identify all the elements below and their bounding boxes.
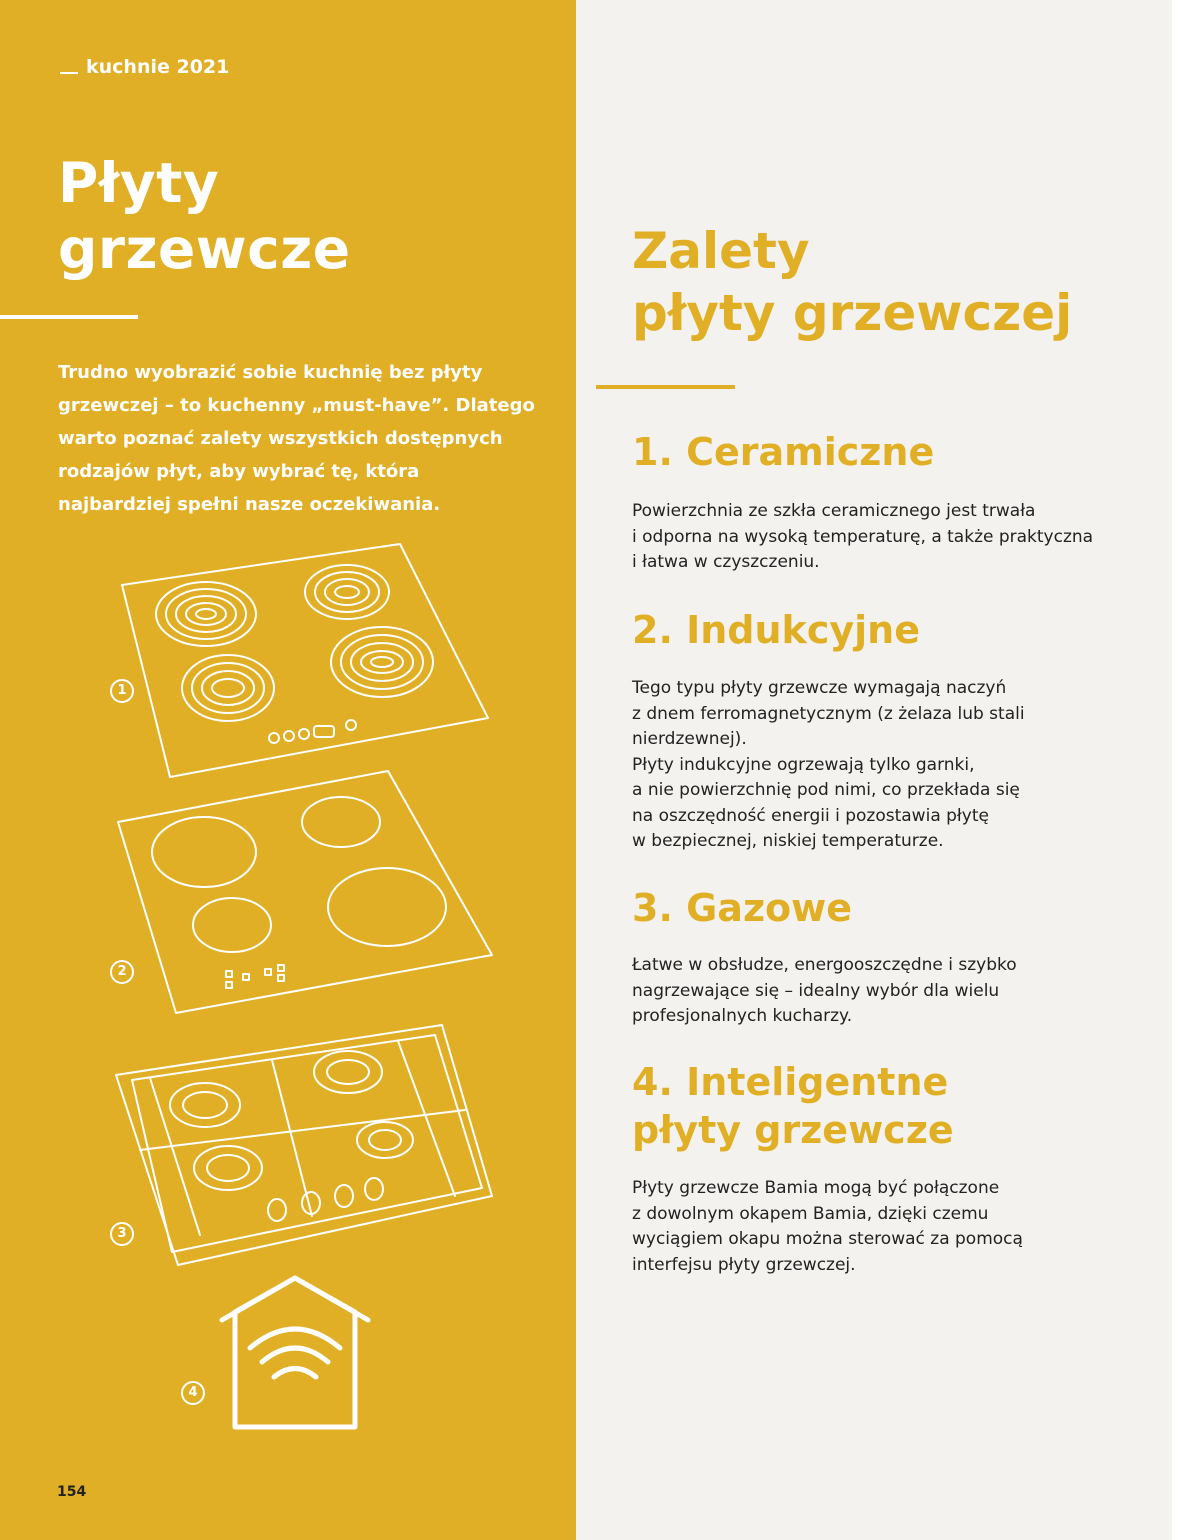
- left-title-line: Płyty: [58, 151, 220, 215]
- left-title-line: grzewcze: [58, 217, 351, 281]
- feature-body-line: i odporna na wysoką temperaturę, a także praktyczna: [632, 526, 1094, 547]
- feature-heading-gas: [632, 884, 852, 932]
- feature-body-line: profesjonalnych kucharzy.: [632, 1006, 853, 1026]
- feature-body-line: interfejsu płyty grzewczej.: [632, 1254, 856, 1275]
- illustration-number: 4: [181, 1381, 205, 1405]
- feature-body-line: nierdzewnej).: [632, 729, 747, 749]
- feature-heading-line: 3. Gazowe: [632, 886, 853, 930]
- right-rule: [596, 385, 735, 389]
- illustration-number: 2: [110, 960, 134, 984]
- feature-heading-line: 4. Inteligentne: [632, 1060, 949, 1104]
- feature-body-line: Powierzchnia ze szkła ceramicznego jest trwała: [632, 501, 1036, 521]
- feature-heading-ceramic: [632, 428, 934, 476]
- feature-body-line: z dnem ferromagnetycznym (z żelaza lub stali: [632, 703, 1025, 724]
- feature-body-line: Łatwe w obsłudze, energooszczędne i szybko: [632, 955, 1017, 975]
- feature-body-induction: [632, 676, 1132, 855]
- feature-heading-line: 1. Ceramiczne: [632, 430, 935, 474]
- feature-heading-smart: [632, 1058, 954, 1154]
- induction-hob-icon: [118, 771, 492, 1013]
- feature-body-line: z dowolnym okapem Bamia, dzięki czemu: [632, 1203, 989, 1224]
- feature-body-line: Tego typu płyty grzewcze wymagają naczyń: [632, 678, 1007, 698]
- illustration-number: 1: [110, 679, 134, 703]
- right-title: [632, 220, 1072, 344]
- right-title-line: Zalety: [632, 222, 810, 280]
- illustration-number: 3: [110, 1222, 134, 1246]
- feature-body-line: i łatwa w czyszczeniu.: [632, 552, 820, 572]
- feature-body-line: w bezpiecznej, niskiej temperaturze.: [632, 831, 944, 851]
- smart-home-wifi-icon: [222, 1278, 368, 1427]
- intro-text: Trudno wyobrazić sobie kuchnię bez płyty grzewczej – to kuchenny „must-have”. Dlatego warto poznać zalety wszystkich dostępnych rodzajów płyt, aby wybrać tę, która najbardziej spełni nasze oczekiwania.: [58, 362, 535, 515]
- right-title-line: płyty grzewczej: [632, 284, 1073, 342]
- feature-heading-induction: [632, 606, 920, 654]
- feature-heading-line: płyty grzewcze: [632, 1108, 954, 1152]
- page-number: 154: [57, 1484, 87, 1500]
- feature-body-line: Płyty grzewcze Bamia mogą być połączone: [632, 1178, 1000, 1198]
- feature-body-line: wyciągiem okapu można sterować za pomocą: [632, 1229, 1023, 1249]
- feature-body-line: Płyty indukcyjne ogrzewają tylko garnki,: [632, 754, 975, 775]
- feature-heading-line: 2. Indukcyjne: [632, 608, 920, 652]
- feature-body-smart: [632, 1176, 1132, 1278]
- feature-body-gas: [632, 953, 1132, 1030]
- feature-body-line: a nie powierzchnię pod nimi, co przekłada się: [632, 780, 1020, 800]
- gas-hob-icon: [116, 1025, 492, 1265]
- feature-body-ceramic: [632, 499, 1132, 576]
- hob-illustrations: [0, 0, 576, 1540]
- section-tag-label: kuchnie 2021: [86, 56, 230, 78]
- feature-body-line: na oszczędność energii i pozostawia płytę: [632, 805, 989, 826]
- ceramic-hob-icon: [122, 544, 488, 777]
- feature-body-line: nagrzewające się – idealny wybór dla wielu: [632, 980, 1000, 1001]
